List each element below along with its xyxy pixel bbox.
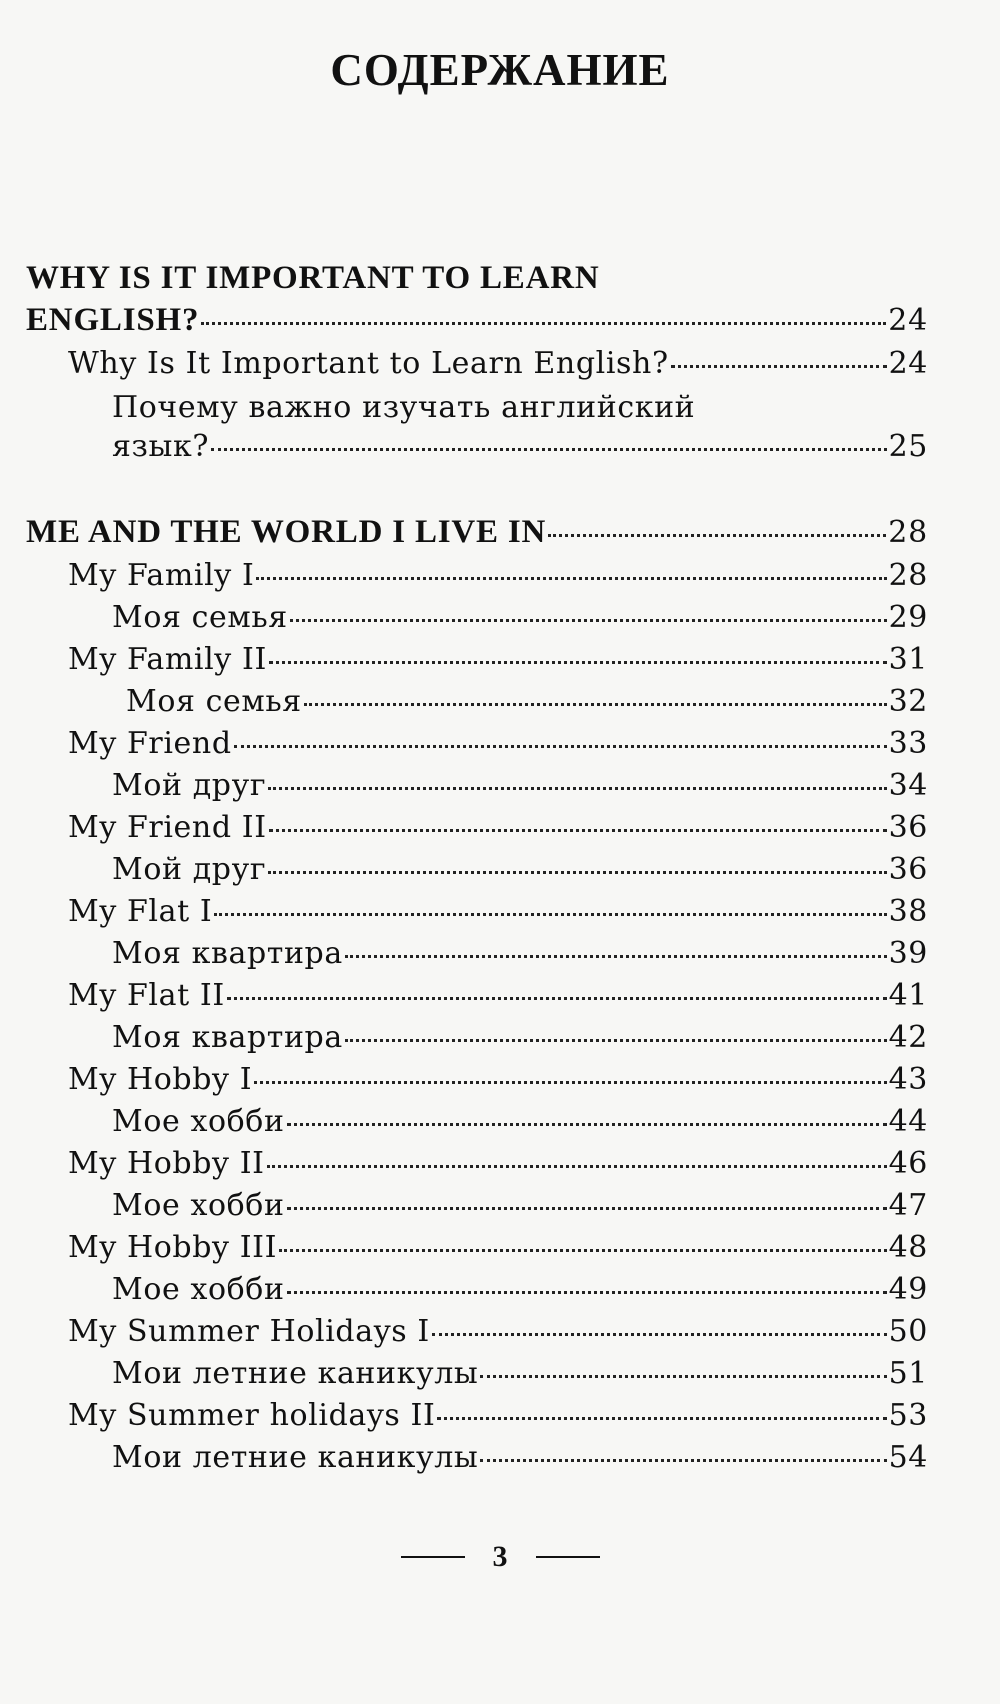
toc-entry[interactable] (68, 726, 928, 762)
dot-leader (227, 997, 887, 1000)
entry-title: My Family II (68, 642, 267, 677)
toc-entry[interactable] (112, 1188, 928, 1224)
dot-leader (432, 1333, 887, 1336)
page-number: 24 (888, 303, 928, 338)
toc-entry[interactable] (68, 1398, 928, 1434)
dot-leader (214, 913, 886, 916)
toc-entry[interactable] (112, 429, 928, 465)
page-number: 38 (888, 894, 928, 929)
page-number: 41 (888, 978, 928, 1013)
toc-entry[interactable] (68, 558, 928, 594)
dot-leader (267, 1165, 887, 1168)
page-number: 48 (888, 1230, 928, 1265)
toc-entry[interactable] (68, 1230, 928, 1266)
dot-leader (671, 365, 887, 368)
toc-entry[interactable] (112, 1104, 928, 1140)
toc-entry[interactable] (112, 1272, 928, 1308)
page-number: 53 (888, 1398, 928, 1433)
toc-entry[interactable] (126, 684, 928, 720)
section-heading: ME AND THE WORLD I LIVE IN (26, 514, 547, 550)
page-number: 34 (888, 768, 928, 803)
page-number: 36 (888, 852, 928, 887)
entry-title: My Hobby I (68, 1062, 253, 1097)
dot-leader (287, 1291, 887, 1294)
page-number: 49 (888, 1272, 928, 1307)
entry-title: My Hobby III (68, 1230, 278, 1265)
footer-page-number: 3 (492, 1540, 508, 1573)
toc-entry[interactable] (68, 810, 928, 846)
entry-title: My Flat I (68, 894, 213, 929)
dot-leader (269, 829, 887, 832)
toc-entry[interactable] (68, 1146, 928, 1182)
page-number: 24 (888, 346, 928, 381)
toc-section-why-english[interactable] (26, 302, 928, 339)
dot-leader (254, 1081, 886, 1084)
entry-title: Мои летние каникулы (112, 1440, 479, 1475)
dot-leader (279, 1249, 887, 1252)
entry-title-line2: язык? (112, 429, 209, 464)
page-number: 50 (888, 1314, 928, 1349)
toc-entry[interactable] (112, 852, 928, 888)
page-footer (0, 1540, 1000, 1574)
page-number: 51 (888, 1356, 928, 1391)
entry-title: My Family I (68, 558, 255, 593)
page-number: 46 (888, 1146, 928, 1181)
page-title: СОДЕРЖАНИЕ (330, 45, 670, 95)
entry-title: Мои летние каникулы (112, 1356, 479, 1391)
page-number: 42 (888, 1020, 928, 1055)
entry-title: Мое хобби (112, 1104, 285, 1139)
entry-title: My Friend (68, 726, 232, 761)
page-number: 28 (888, 558, 928, 593)
section-heading-line2: ENGLISH? (26, 302, 200, 338)
entry-title-line1: Почему важно изучать английский (112, 390, 696, 425)
dot-leader (548, 534, 886, 537)
footer-rule-left (401, 1556, 465, 1558)
toc-entry[interactable] (68, 346, 928, 382)
toc-entry[interactable] (68, 894, 928, 930)
page-number: 36 (888, 810, 928, 845)
dot-leader (201, 322, 886, 325)
footer-rule-right (536, 1556, 600, 1558)
dot-leader (287, 1207, 887, 1210)
dot-leader (345, 1039, 887, 1042)
entry-title: My Summer Holidays I (68, 1314, 430, 1349)
dot-leader (287, 1123, 887, 1126)
entry-title: Моя квартира (112, 936, 343, 971)
toc-entry[interactable] (112, 768, 928, 804)
page-number: 47 (888, 1188, 928, 1223)
entry-title: My Friend II (68, 810, 267, 845)
toc-entry[interactable] (68, 1062, 928, 1098)
toc-entry[interactable] (112, 1356, 928, 1392)
dot-leader (268, 871, 886, 874)
entry-title: Моя семья (126, 684, 302, 719)
entry-title: Моя семья (112, 600, 288, 635)
dot-leader (256, 577, 886, 580)
dot-leader (268, 787, 886, 790)
page-number: 25 (888, 429, 928, 464)
dot-leader (304, 703, 887, 706)
entry-title: Моя квартира (112, 1020, 343, 1055)
toc-entry[interactable] (68, 642, 928, 678)
dot-leader (211, 448, 887, 451)
dot-leader (437, 1417, 886, 1420)
toc-entry[interactable] (112, 936, 928, 972)
toc-entry[interactable] (112, 1440, 928, 1476)
dot-leader (345, 955, 887, 958)
page-number: 32 (888, 684, 928, 719)
entry-title: Why Is It Important to Learn English? (68, 346, 669, 381)
dot-leader (480, 1375, 886, 1378)
toc-entry[interactable] (68, 1314, 928, 1350)
entry-title: Мое хобби (112, 1188, 285, 1223)
dot-leader (269, 661, 887, 664)
toc-entry[interactable] (112, 1020, 928, 1056)
entry-title: Мой друг (112, 768, 267, 803)
page-number: 43 (888, 1062, 928, 1097)
page-number: 31 (888, 642, 928, 677)
page-number: 29 (888, 600, 928, 635)
toc-section-me-and-world[interactable] (26, 514, 928, 551)
entry-title: Мой друг (112, 852, 267, 887)
section-heading-line1: WHY IS IT IMPORTANT TO LEARN (26, 260, 600, 296)
dot-leader (480, 1459, 886, 1462)
entry-title: Мое хобби (112, 1272, 285, 1307)
page-number: 54 (888, 1440, 928, 1475)
entry-title: My Flat II (68, 978, 225, 1013)
toc-entry[interactable] (68, 978, 928, 1014)
entry-title: My Hobby II (68, 1146, 265, 1181)
page-number: 33 (888, 726, 928, 761)
dot-leader (290, 619, 887, 622)
toc-entry[interactable] (112, 600, 928, 636)
page-number: 44 (888, 1104, 928, 1139)
entry-title: My Summer holidays II (68, 1398, 436, 1433)
dot-leader (234, 745, 887, 748)
page-number: 39 (888, 936, 928, 971)
page-number: 28 (888, 515, 928, 550)
